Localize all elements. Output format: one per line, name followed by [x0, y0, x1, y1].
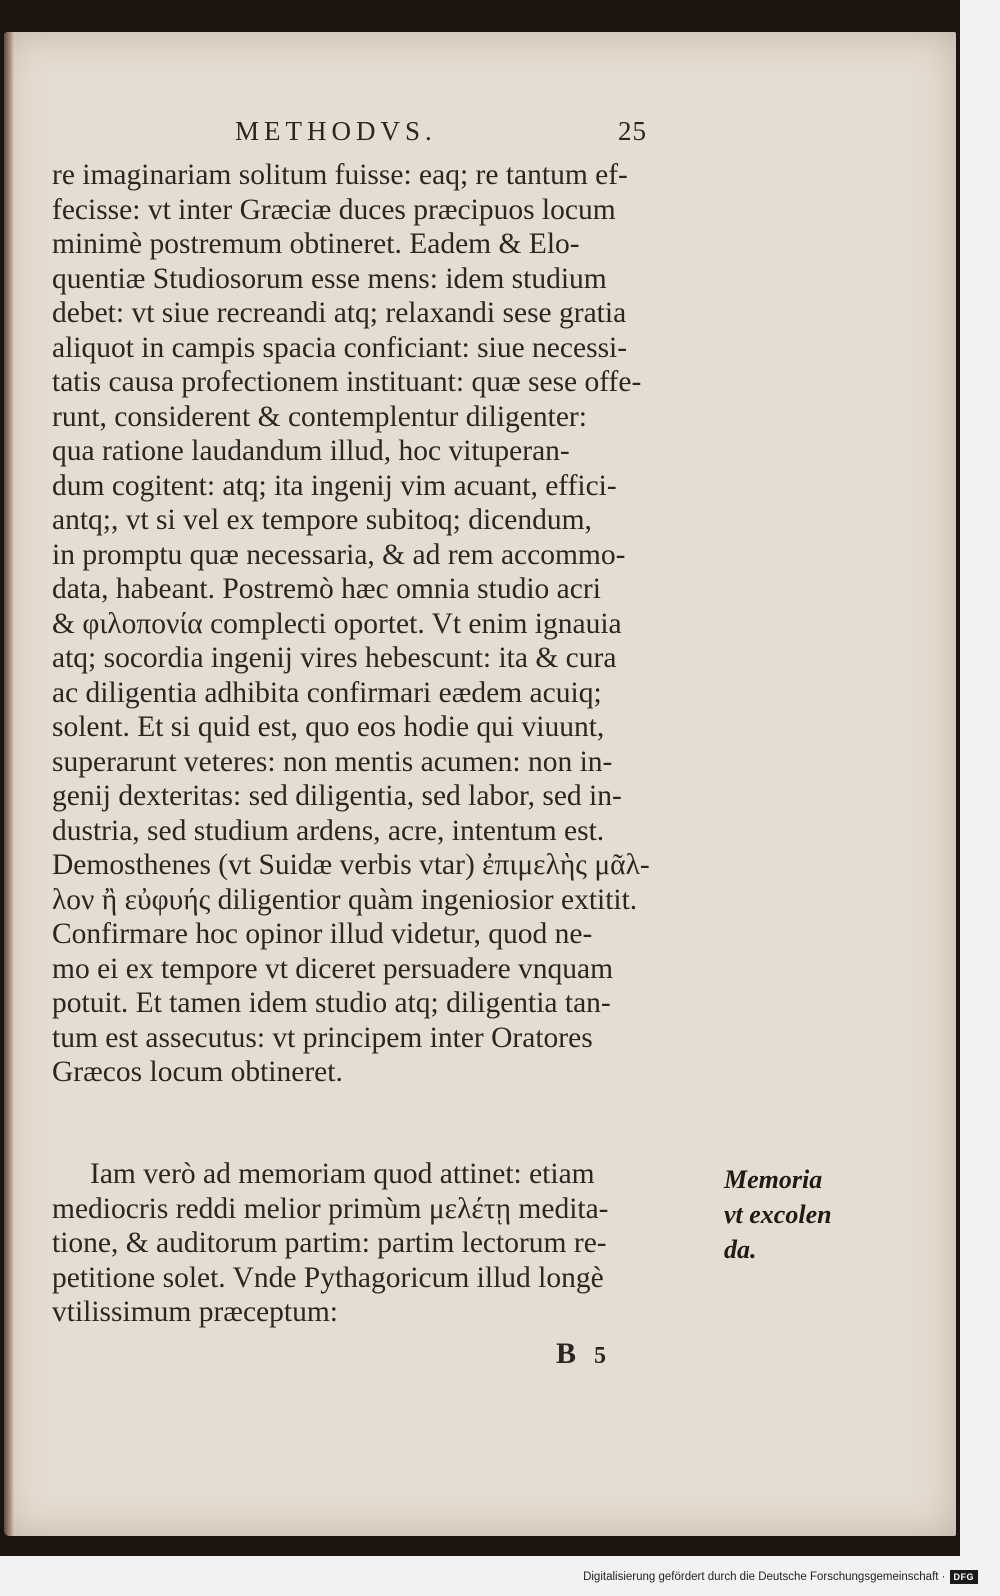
- signature-number: 5: [594, 1343, 625, 1369]
- text-line: petitione solet. Vnde Pythagoricum illud longè: [52, 1261, 604, 1294]
- text-line: qua ratione laudandum illud, hoc vituperan-: [52, 435, 570, 467]
- page-edge: [4, 32, 14, 1536]
- text-line: re imaginariam solitum fuisse: eaq; re tantum ef-: [52, 159, 628, 191]
- book-page: [4, 32, 956, 1536]
- footer-text: Digitalisierung gefördert durch die Deutsche Forschungsgemeinschaft ·: [583, 1571, 946, 1583]
- text-line: vtilissimum præceptum:: [52, 1296, 338, 1328]
- running-title: METHODVS.: [235, 116, 437, 146]
- running-head: [230, 116, 670, 156]
- text-line: tum est assecutus: vt principem inter Oratores: [52, 1021, 593, 1054]
- text-line: tatis causa profectionem instituant: quæ sese offe-: [52, 366, 642, 398]
- margin-note-line: vt excolen: [724, 1200, 832, 1229]
- text-line: quentiæ Studiosorum esse mens: idem studium: [52, 262, 607, 295]
- text-line: ac diligentia adhibita confirmari eædem acuiq;: [52, 676, 602, 709]
- margin-note-line: Memoria: [724, 1165, 823, 1194]
- signature-mark: [556, 1337, 624, 1371]
- text-line: fecisse: vt inter Græciæ duces præcipuos locum: [52, 193, 616, 226]
- margin-note: [724, 1162, 874, 1267]
- text-line: mediocris reddi melior primùm μελέτῃ medita-: [52, 1192, 609, 1225]
- footer-credit: [583, 1564, 978, 1590]
- text-line: dustria, sed studium ardens, acre, intentum est.: [52, 814, 605, 847]
- text-line: Iam verò ad memoriam quod attinet: etiam: [90, 1158, 595, 1190]
- text-line: data, habeant. Postremò hæc omnia studio acri: [52, 573, 601, 605]
- text-line: in promptu quæ necessaria, & ad rem accommo-: [52, 538, 626, 571]
- text-line: minimè postremum obtineret. Eadem & Elo-: [52, 228, 580, 260]
- text-line: superarunt veteres: non mentis acumen: non in-: [52, 745, 613, 778]
- text-line: Demosthenes (vt Suidæ verbis vtar) ἐπιμελὴς μᾶλ-: [52, 849, 650, 881]
- text-line: potuit. Et tamen idem studio atq; diligentia tan-: [52, 987, 611, 1019]
- text-line: runt, considerent & contemplentur diligenter:: [52, 400, 587, 433]
- text-line: atq; socordia ingenij vires hebescunt: ita & cura: [52, 642, 617, 674]
- text-line: tione, & auditorum partim: partim lectorum re-: [52, 1227, 607, 1259]
- text-line: Confirmare hoc opinor illud videtur, quod ne-: [52, 918, 593, 950]
- signature-letter: B: [556, 1337, 595, 1370]
- text-line: Græcos locum obtineret.: [52, 1056, 343, 1088]
- text-line: debet: vt siue recreandi atq; relaxandi sese gratia: [52, 297, 627, 329]
- text-line: genij dexteritas: sed diligentia, sed labor, sed in-: [52, 780, 622, 812]
- text-line: aliquot in campis spacia conficiant: siue necessi-: [52, 331, 628, 364]
- margin-note-line: da.: [724, 1235, 757, 1264]
- text-line: antq;, vt si vel ex tempore subitoq; dicendum,: [52, 504, 592, 536]
- text-line: mo ei ex tempore vt diceret persuadere vnquam: [52, 952, 614, 985]
- dfg-logo: DFG: [950, 1570, 979, 1584]
- body-paragraph-2: [52, 1157, 716, 1330]
- text-line: & φιλοπονία complecti oportet. Vt enim ignauia: [52, 607, 622, 640]
- text-line: dum cogitent: atq; ita ingenij vim acuant, effici-: [52, 469, 617, 502]
- text-line: solent. Et si quid est, quo eos hodie qui viuunt,: [52, 711, 605, 743]
- text-line: λον ἢ εὐφυής diligentior quàm ingeniosior extitit.: [52, 883, 638, 916]
- page-number: 25: [618, 116, 647, 146]
- body-paragraph: [52, 158, 716, 1090]
